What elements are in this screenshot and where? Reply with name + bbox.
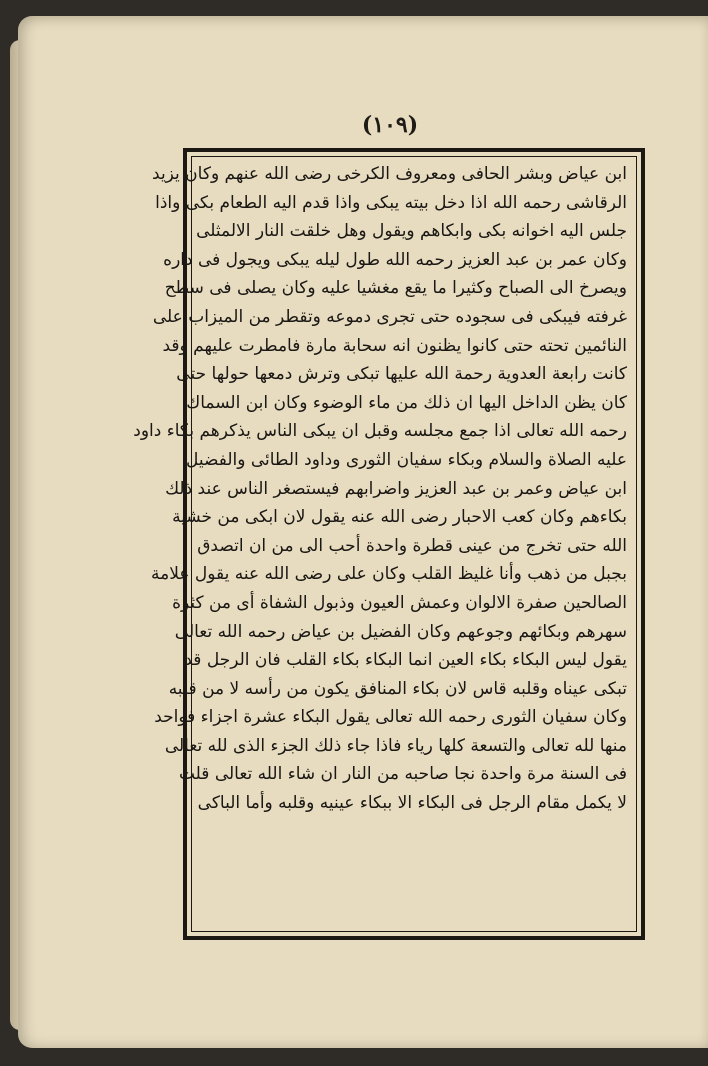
text-line: الرقاشى رحمه الله اذا دخل بيته يبكى واذا قدم اليه الطعام بكى واذا <box>155 192 627 213</box>
text-line: النائمين تحته حتى كانوا يظنون انه سحابة مارة فامطرت عليهم وقد <box>162 335 627 356</box>
text-line: تبكى عيناه وقلبه قاس لان بكاء المنافق يكون من رأسه لا من قلبه <box>168 678 627 699</box>
text-line: عليه الصلاة والسلام وبكاء سفيان الثورى وداود الطائى والفضيل <box>185 449 627 470</box>
arabic-text-block <box>133 160 627 928</box>
text-line: سهرهم وبكائهم وجوعهم وكان الفضيل بن عياض رحمه الله تعالى <box>174 621 627 642</box>
text-line: رحمه الله تعالى اذا جمع مجلسه وقبل ان يبكى الناس يذكرهم بكاء داود <box>133 421 627 442</box>
text-line: الصالحين صفرة الالوان وعمش العيون وذبول الشفاة أى من كثرة <box>172 592 627 613</box>
text-line: ويصرخ الى الصباح وكثيرا ما يقع مغشيا عليه وكان يصلى فى سطح <box>164 278 627 299</box>
text-line: الله حتى تخرج من عينى قطرة واحدة أحب الى من ان اتصدق <box>197 535 627 556</box>
text-line: وكان سفيان الثورى رحمه الله تعالى يقول البكاء عشرة اجزاء فواحد <box>154 707 627 728</box>
page-number: (١٠٩) <box>361 112 419 138</box>
text-line: بكاءهم وكان كعب الاحبار رضى الله عنه يقول لان ابكى من خشية <box>172 507 627 528</box>
text-line: كان يظن الداخل اليها ان ذلك من ماء الوضوء وكان ابن السماك <box>186 392 627 413</box>
text-line: بجبل من ذهب وأنا غليظ القلب وكان على رضى الله عنه يقول علامة <box>150 564 627 585</box>
text-line: ابن عياض وعمر بن عبد العزيز واضرابهم فيستصغر الناس عند ذلك <box>165 478 627 499</box>
text-line: جلس اليه اخوانه بكى وابكاهم ويقول وهل خلقت النار الالمثلى <box>196 221 627 242</box>
text-line: وكان عمر بن عبد العزيز رحمه الله طول ليله يبكى ويجول فى داره <box>163 249 627 270</box>
text-line: كانت رابعة العدوية رحمة الله عليها تبكى وترش دمعها حولها حتى <box>176 364 627 385</box>
text-frame <box>133 148 645 940</box>
text-line: ابن عياض وبشر الحافى ومعروف الكرخى رضى الله عنهم وكان يزيد <box>152 164 627 184</box>
text-line: غرفته فيبكى فى سجوده حتى تجرى دموعه وتقطر من الميزاب على <box>152 306 627 327</box>
text-line: يقول ليس البكاء بكاء العين انما البكاء بكاء القلب فان الرجل قد <box>184 650 627 671</box>
text-line: منها لله تعالى والتسعة كلها رياء فاذا جاء ذلك الجزء الذى لله تعالى <box>164 735 627 756</box>
text-line: لا يكمل مقام الرجل فى البكاء الا ببكاء عينيه وقلبه وأما الباكى <box>197 793 627 814</box>
text-line: فى السنة مرة واحدة نجا صاحبه من النار ان شاء الله تعالى قلت <box>178 764 627 785</box>
